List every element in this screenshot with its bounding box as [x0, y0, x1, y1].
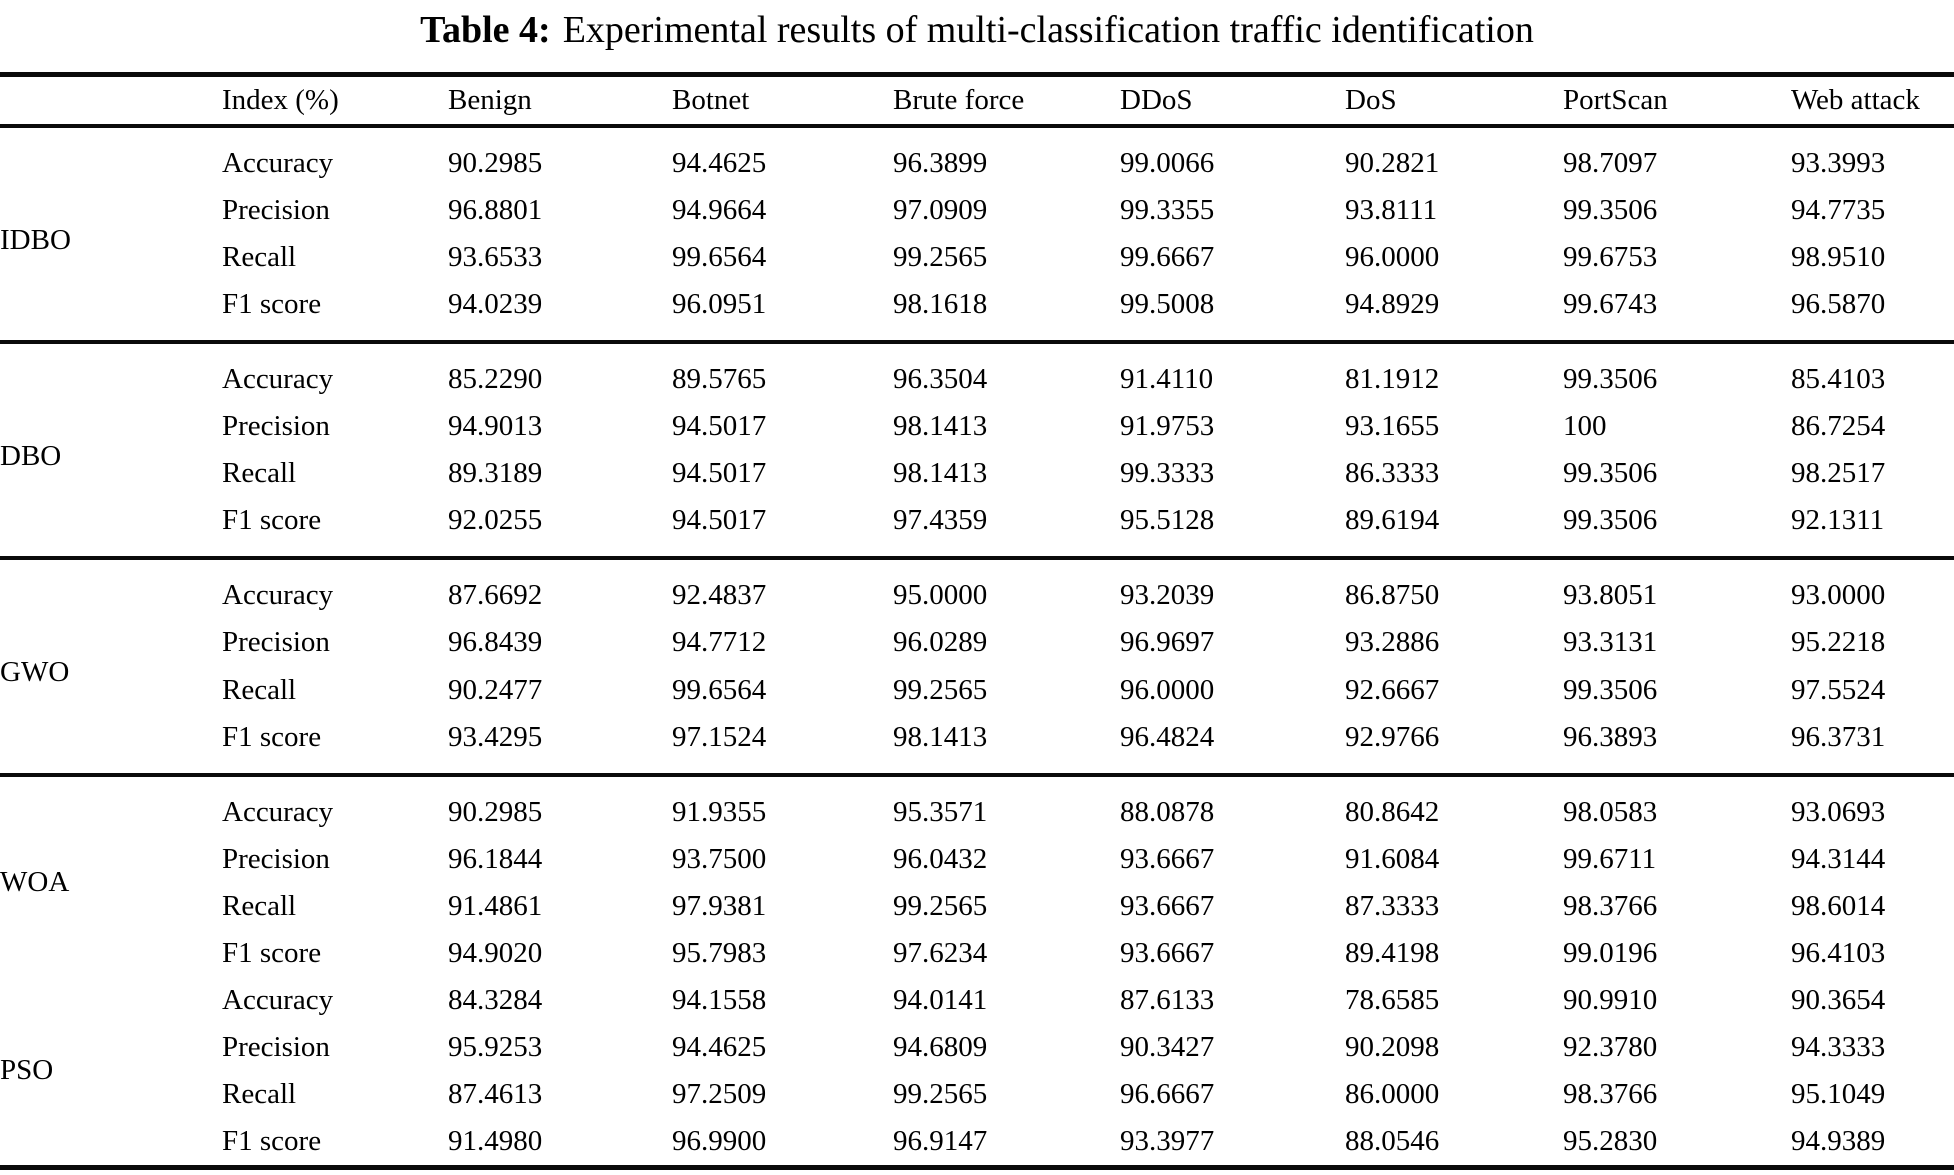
metric-value: 95.2830: [1563, 1124, 1658, 1157]
metric-value: 93.1655: [1345, 410, 1440, 443]
metric-value: 89.4198: [1345, 936, 1440, 969]
table-row: [0, 497, 1954, 558]
metric-value: 94.5017: [672, 457, 767, 490]
metric-value: 92.9766: [1345, 720, 1440, 753]
metric-value: 93.6667: [1120, 842, 1215, 875]
metric-value: 100: [1563, 410, 1607, 443]
metric-value: 89.6194: [1345, 504, 1440, 537]
metric-value: 92.0255: [448, 504, 543, 537]
metric-value: 96.0432: [893, 842, 988, 875]
metric-value: 94.4625: [672, 147, 767, 180]
metric-value: 99.2565: [893, 889, 988, 922]
metric-value: 91.9753: [1120, 410, 1215, 443]
metric-label: Precision: [222, 410, 330, 443]
table-caption-text: Experimental results of multi-classification traffic identification: [562, 9, 1534, 51]
metric-value: 93.2039: [1120, 579, 1215, 612]
metric-value: 92.3780: [1563, 1030, 1658, 1063]
metric-label: Recall: [222, 1077, 297, 1110]
method-label: IDBO: [0, 223, 71, 256]
metric-value: 94.4625: [672, 1030, 767, 1063]
metric-label: Recall: [222, 457, 297, 490]
method-label: PSO: [0, 1054, 54, 1087]
metric-value: 94.0141: [893, 983, 988, 1016]
method-label: DBO: [0, 439, 62, 472]
method-group-woa: [0, 775, 1954, 977]
metric-value: 88.0546: [1345, 1124, 1440, 1157]
metric-value: 81.1912: [1345, 363, 1440, 396]
metric-value: 90.3654: [1791, 983, 1886, 1016]
metric-value: 99.0196: [1563, 936, 1658, 969]
metric-value: 89.3189: [448, 457, 543, 490]
metric-value: 94.0239: [448, 288, 543, 321]
metric-value: 91.4861: [448, 889, 543, 922]
metric-value: 94.9013: [448, 410, 543, 443]
table-row: [0, 836, 1954, 883]
metric-value: 91.9355: [672, 795, 767, 828]
metric-value: 88.0878: [1120, 795, 1215, 828]
metric-value: 96.0000: [1120, 673, 1215, 706]
metric-value: 89.5765: [672, 363, 767, 396]
metric-value: 95.1049: [1791, 1077, 1886, 1110]
metric-value: 99.5008: [1120, 288, 1215, 321]
metric-value: 87.4613: [448, 1077, 543, 1110]
metric-value: 94.3144: [1791, 842, 1886, 875]
metric-value: 93.3131: [1563, 626, 1658, 659]
method-group-pso: [0, 977, 1954, 1168]
metric-value: 96.0000: [1345, 241, 1440, 274]
metric-value: 84.3284: [448, 983, 543, 1016]
metric-value: 99.2565: [893, 673, 988, 706]
metric-value: 90.2985: [448, 147, 543, 180]
table-row: [0, 714, 1954, 775]
metric-label: Precision: [222, 1030, 330, 1063]
metric-value: 96.4824: [1120, 720, 1215, 753]
metric-value: 96.3731: [1791, 720, 1886, 753]
table-row: [0, 403, 1954, 450]
method-label: GWO: [0, 655, 70, 688]
metric-value: 78.6585: [1345, 983, 1440, 1016]
header-row: [0, 75, 1954, 127]
metric-value: 99.3506: [1563, 363, 1658, 396]
method-group-idbo: [0, 126, 1954, 342]
metric-value: 90.2821: [1345, 147, 1440, 180]
metric-value: 86.0000: [1345, 1077, 1440, 1110]
metric-value: 98.7097: [1563, 147, 1658, 180]
metric-value: 99.3506: [1563, 457, 1658, 490]
metric-value: 99.6711: [1563, 842, 1657, 875]
metric-value: 96.9147: [893, 1124, 988, 1157]
metric-value: 99.6564: [672, 241, 767, 274]
method-label: WOA: [0, 866, 70, 899]
table-row: [0, 775, 1954, 836]
metric-value: 97.5524: [1791, 673, 1886, 706]
metric-value: 99.3506: [1563, 194, 1658, 227]
metric-value: 93.6667: [1120, 889, 1215, 922]
metric-label: Accuracy: [222, 579, 334, 612]
metric-value: 95.0000: [893, 579, 988, 612]
metric-value: 99.3355: [1120, 194, 1215, 227]
metric-value: 99.2565: [893, 1077, 988, 1110]
table-row: [0, 126, 1954, 187]
metric-value: 96.8439: [448, 626, 543, 659]
metric-label: Precision: [222, 842, 330, 875]
metric-value: 90.2098: [1345, 1030, 1440, 1063]
metric-value: 94.6809: [893, 1030, 988, 1063]
metric-value: 99.2565: [893, 241, 988, 274]
metric-value: 96.1844: [448, 842, 543, 875]
metric-value: 95.7983: [672, 936, 767, 969]
metric-value: 91.4980: [448, 1124, 543, 1157]
metric-value: 99.3506: [1563, 504, 1658, 537]
table-row: [0, 667, 1954, 714]
metric-value: 86.8750: [1345, 579, 1440, 612]
table-row: [0, 281, 1954, 342]
metric-value: 98.9510: [1791, 241, 1886, 274]
header-dos: DoS: [1345, 84, 1397, 116]
metric-value: 96.5870: [1791, 288, 1886, 321]
metric-value: 98.2517: [1791, 457, 1886, 490]
metric-value: 94.5017: [672, 504, 767, 537]
table-row: [0, 558, 1954, 619]
metric-value: 86.7254: [1791, 410, 1886, 443]
metric-value: 90.2985: [448, 795, 543, 828]
metric-value: 94.7735: [1791, 194, 1886, 227]
metric-value: 98.0583: [1563, 795, 1658, 828]
header-benign: Benign: [448, 84, 532, 116]
table-row: [0, 1118, 1954, 1168]
metric-value: 93.3977: [1120, 1124, 1215, 1157]
metric-label: Recall: [222, 673, 297, 706]
metric-value: 96.4103: [1791, 936, 1886, 969]
metric-value: 96.9900: [672, 1124, 767, 1157]
metric-label: F1 score: [222, 504, 322, 537]
table-row: [0, 619, 1954, 666]
metric-label: F1 score: [222, 936, 322, 969]
metric-label: F1 score: [222, 288, 322, 321]
metric-value: 97.6234: [893, 936, 988, 969]
metric-value: 87.6692: [448, 579, 543, 612]
metric-value: 99.3506: [1563, 673, 1658, 706]
metric-value: 94.8929: [1345, 288, 1440, 321]
metric-value: 93.3993: [1791, 147, 1886, 180]
metric-value: 96.3899: [893, 147, 988, 180]
metric-label: Recall: [222, 889, 297, 922]
metric-value: 80.8642: [1345, 795, 1440, 828]
header-ddos: DDoS: [1120, 84, 1193, 116]
metric-label: Accuracy: [222, 363, 334, 396]
metric-value: 95.3571: [893, 795, 988, 828]
table-header: [0, 75, 1954, 127]
metric-value: 95.2218: [1791, 626, 1886, 659]
metric-value: 85.4103: [1791, 363, 1886, 396]
header-botnet: Botnet: [672, 84, 750, 116]
metric-value: 99.6743: [1563, 288, 1658, 321]
table-caption-label: Table 4:: [420, 9, 551, 51]
metric-value: 93.0000: [1791, 579, 1886, 612]
metric-value: 91.6084: [1345, 842, 1440, 875]
metric-value: 99.6564: [672, 673, 767, 706]
results-table: [0, 72, 1954, 1170]
metric-value: 96.9697: [1120, 626, 1215, 659]
metric-value: 90.3427: [1120, 1030, 1215, 1063]
table-row: [0, 1024, 1954, 1071]
metric-value: 98.3766: [1563, 1077, 1658, 1110]
metric-value: 93.8051: [1563, 579, 1658, 612]
method-group-gwo: [0, 558, 1954, 774]
metric-value: 95.5128: [1120, 504, 1215, 537]
header-brute-force: Brute force: [893, 84, 1025, 116]
table-caption: [0, 0, 1954, 68]
table-row: [0, 1071, 1954, 1118]
metric-label: Precision: [222, 194, 330, 227]
metric-value: 92.1311: [1791, 504, 1885, 537]
metric-value: 96.0951: [672, 288, 767, 321]
table-row: [0, 187, 1954, 234]
metric-label: Accuracy: [222, 983, 334, 1016]
metric-value: 90.9910: [1563, 983, 1658, 1016]
metric-value: 98.1413: [893, 410, 988, 443]
metric-value: 99.3333: [1120, 457, 1215, 490]
header-web-attack: Web attack: [1791, 84, 1920, 116]
metric-label: F1 score: [222, 1124, 322, 1157]
metric-value: 91.4110: [1120, 363, 1214, 396]
metric-value: 93.6533: [448, 241, 543, 274]
metric-value: 94.9389: [1791, 1124, 1886, 1157]
metric-value: 98.3766: [1563, 889, 1658, 922]
metric-value: 98.1618: [893, 288, 988, 321]
metric-value: 98.6014: [1791, 889, 1886, 922]
metric-value: 90.2477: [448, 673, 543, 706]
metric-value: 96.8801: [448, 194, 543, 227]
metric-value: 85.2290: [448, 363, 543, 396]
metric-value: 94.9020: [448, 936, 543, 969]
table-row: [0, 450, 1954, 497]
table-row: [0, 977, 1954, 1024]
metric-value: 99.6667: [1120, 241, 1215, 274]
metric-value: 93.0693: [1791, 795, 1886, 828]
metric-value: 97.2509: [672, 1077, 767, 1110]
metric-value: 99.6753: [1563, 241, 1658, 274]
table-row: [0, 883, 1954, 930]
metric-value: 94.5017: [672, 410, 767, 443]
metric-value: 93.7500: [672, 842, 767, 875]
table-row: [0, 342, 1954, 403]
method-group-dbo: [0, 342, 1954, 558]
metric-value: 87.3333: [1345, 889, 1440, 922]
metric-value: 93.4295: [448, 720, 543, 753]
metric-value: 93.2886: [1345, 626, 1440, 659]
metric-value: 94.1558: [672, 983, 767, 1016]
metric-value: 98.1413: [893, 457, 988, 490]
metric-value: 96.3504: [893, 363, 988, 396]
metric-value: 96.3893: [1563, 720, 1658, 753]
metric-value: 94.9664: [672, 194, 767, 227]
table-row: [0, 930, 1954, 977]
metric-value: 97.9381: [672, 889, 767, 922]
metric-value: 98.1413: [893, 720, 988, 753]
metric-value: 97.0909: [893, 194, 988, 227]
metric-value: 96.6667: [1120, 1077, 1215, 1110]
metric-label: Recall: [222, 241, 297, 274]
metric-value: 97.4359: [893, 504, 988, 537]
metric-value: 94.7712: [672, 626, 767, 659]
header-method-spacer: [0, 75, 222, 127]
metric-value: 99.0066: [1120, 147, 1215, 180]
metric-value: 95.9253: [448, 1030, 543, 1063]
metric-label: Accuracy: [222, 147, 334, 180]
table-row: [0, 234, 1954, 281]
header-index: Index (%): [222, 84, 339, 116]
metric-value: 97.1524: [672, 720, 767, 753]
metric-label: Accuracy: [222, 795, 334, 828]
metric-value: 92.6667: [1345, 673, 1440, 706]
metric-value: 94.3333: [1791, 1030, 1886, 1063]
metric-label: Precision: [222, 626, 330, 659]
metric-value: 96.0289: [893, 626, 988, 659]
metric-value: 92.4837: [672, 579, 767, 612]
metric-value: 93.6667: [1120, 936, 1215, 969]
header-portscan: PortScan: [1563, 84, 1668, 116]
metric-value: 87.6133: [1120, 983, 1215, 1016]
metric-value: 93.8111: [1345, 194, 1438, 227]
metric-label: F1 score: [222, 720, 322, 753]
metric-value: 86.3333: [1345, 457, 1440, 490]
